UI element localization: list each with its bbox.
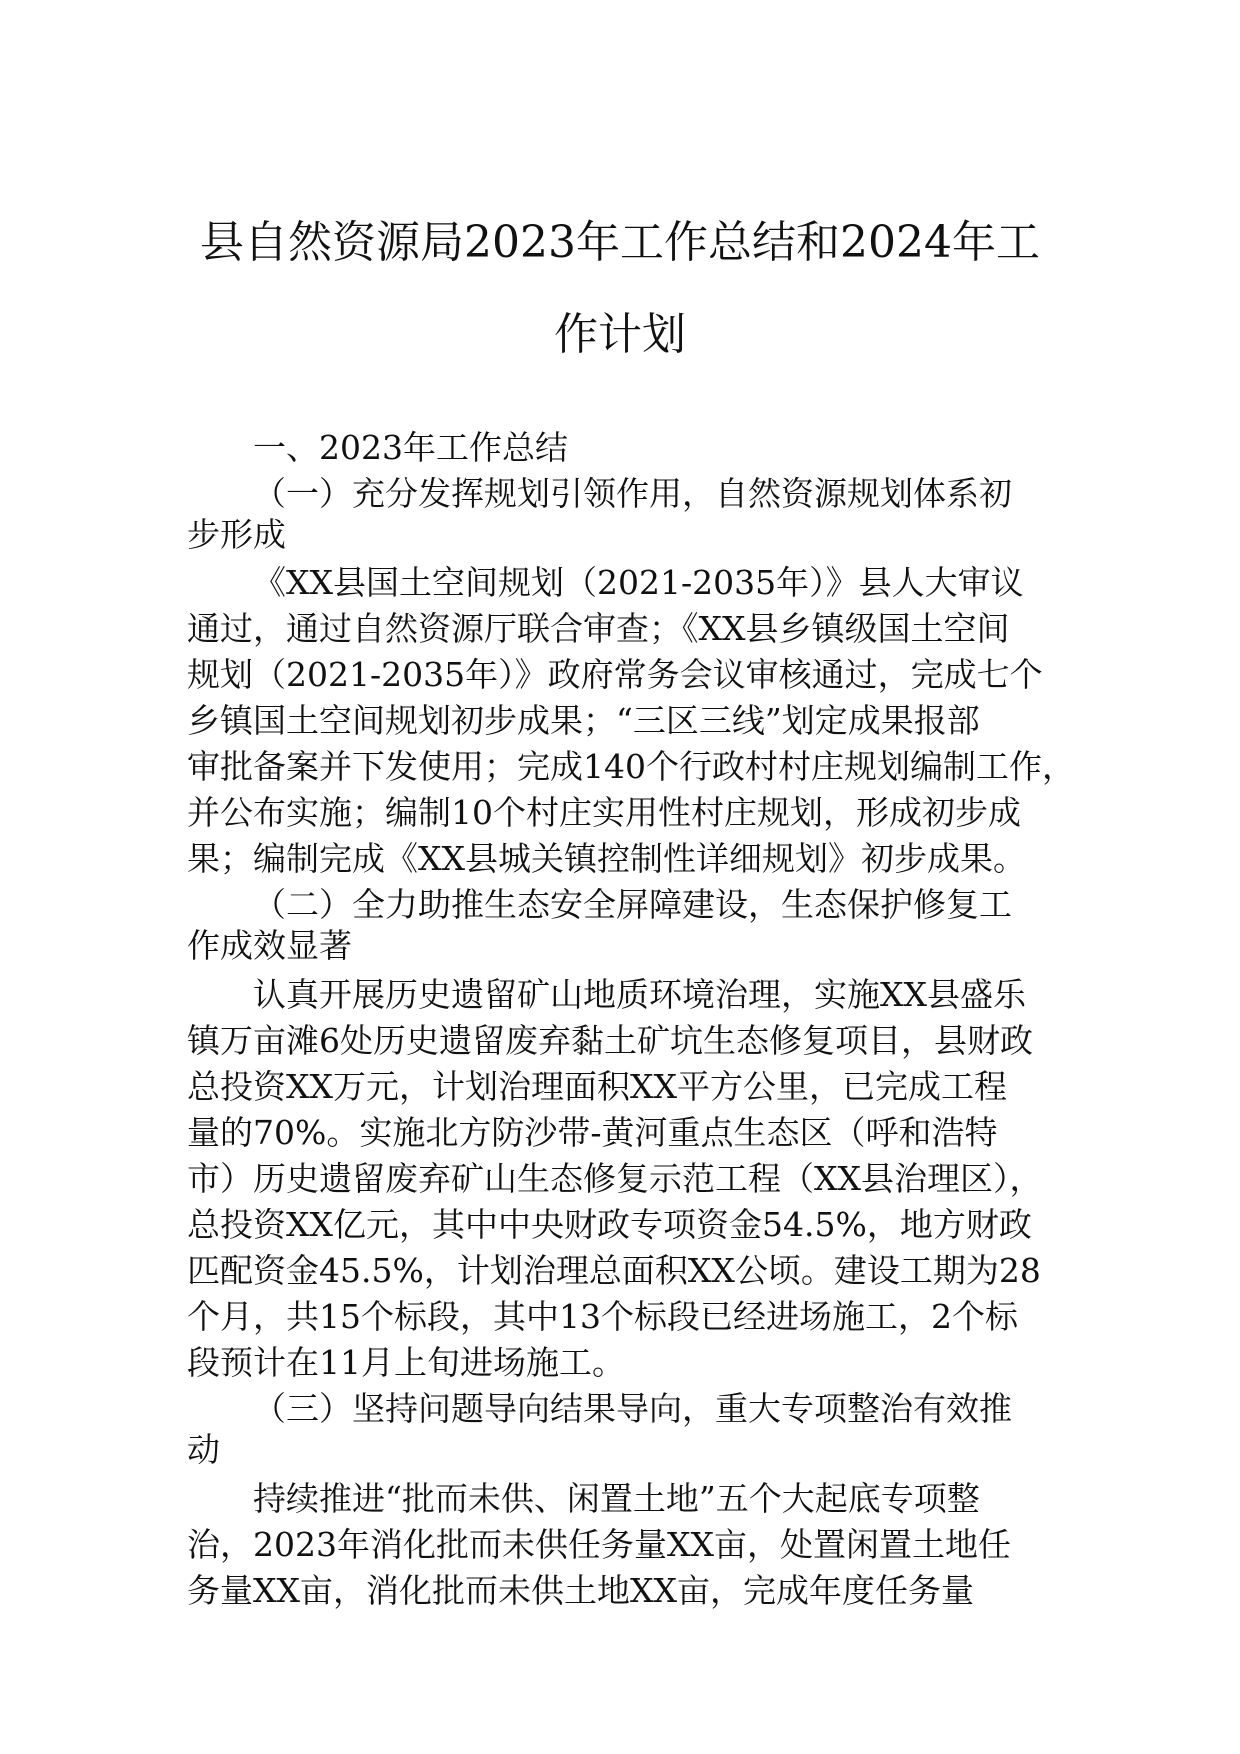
section-heading-summary: 一、2023年工作总结 <box>253 428 568 467</box>
paragraph-line: 并公布实施；编制10个村庄实用性村庄规划，形成初步成 <box>187 793 1021 832</box>
paragraph-line: 乡镇国土空间规划初步成果；“三区三线”划定成果报部 <box>187 701 980 740</box>
paragraph-line: 务量XX亩，消化批而未供土地XX亩，完成年度任务量 <box>187 1571 974 1610</box>
paragraph-line: 段预计在11月上旬进场施工。 <box>187 1343 625 1382</box>
subheading-1: （一）充分发挥规划引领作用，自然资源规划体系初 <box>253 474 1012 513</box>
paragraph-line: 认真开展历史遗留矿山地质环境治理，实施XX县盛乐 <box>253 975 1026 1014</box>
paragraph-line: 量的70%。实施北方防沙带-黄河重点生态区（呼和浩特 <box>187 1113 998 1152</box>
document-title-line-1: 县自然资源局2023年工作总结和2024年工 <box>200 217 1040 268</box>
subheading-1-cont: 步形成 <box>187 515 286 554</box>
paragraph-line: 市）历史遗留废弃矿山生态修复示范工程（XX县治理区）， <box>187 1159 1043 1198</box>
subheading-2: （二）全力助推生态安全屏障建设，生态保护修复工 <box>253 885 1012 924</box>
subheading-2-cont: 作成效显著 <box>187 926 352 965</box>
paragraph-line: 总投资XX亿元，其中中央财政专项资金54.5%，地方财政 <box>187 1205 1032 1244</box>
paragraph-line: 规划（2021-2035年）》政府常务会议审核通过，完成七个 <box>187 655 1043 694</box>
paragraph-line: 总投资XX万元，计划治理面积XX平方公里，已完成工程 <box>187 1067 1007 1106</box>
subheading-3-cont: 动 <box>187 1430 220 1469</box>
paragraph-line: 持续推进“批而未供、闲置土地”五个大起底专项整 <box>253 1479 980 1518</box>
paragraph-line: 《XX县国土空间规划（2021-2035年）》县人大审议 <box>253 563 1024 602</box>
paragraph-line: 果；编制完成《XX县城关镇控制性详细规划》初步成果。 <box>187 839 1026 878</box>
paragraph-line: 通过，通过自然资源厅联合审查；《XX县乡镇级国土空间 <box>187 609 1010 648</box>
subheading-3: （三）坚持问题导向结果导向，重大专项整治有效推 <box>253 1389 1012 1428</box>
paragraph-line: 匹配资金45.5%，计划治理总面积XX公顷。建设工期为28 <box>187 1251 1041 1290</box>
paragraph-line: 审批备案并下发使用；完成140个行政村村庄规划编制工作， <box>187 747 1075 786</box>
paragraph-line: 镇万亩滩6处历史遗留废弃黏土矿坑生态修复项目，县财政 <box>187 1021 1033 1060</box>
paragraph-line: 个月，共15个标段，其中13个标段已经进场施工，2个标 <box>187 1297 1018 1336</box>
paragraph-line: 治，2023年消化批而未供任务量XX亩，处置闲置土地任 <box>187 1525 1011 1564</box>
document-title-line-2: 作计划 <box>554 309 686 360</box>
